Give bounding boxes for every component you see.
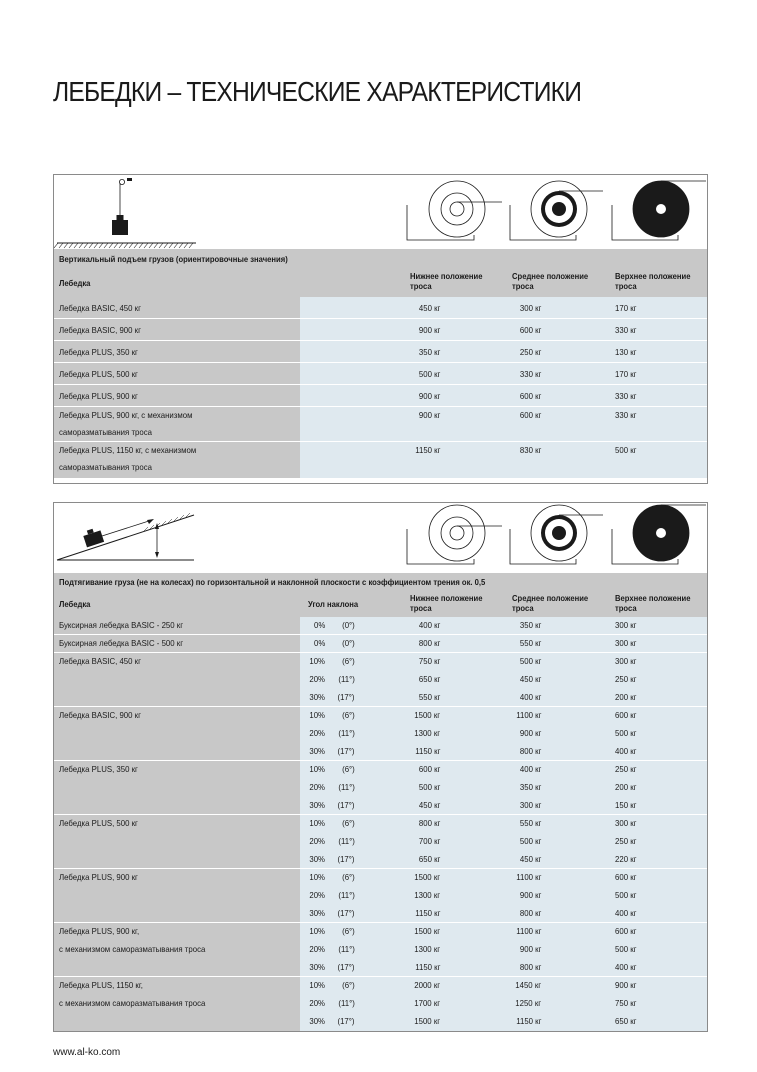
angle-degrees: (6°) bbox=[342, 818, 355, 828]
angle-degrees: (0°) bbox=[342, 620, 355, 630]
angle-degrees: (11°) bbox=[338, 674, 355, 684]
value-mid: 500 кг bbox=[519, 656, 541, 666]
value-cell-bg bbox=[300, 635, 707, 652]
angle-percent: 10% bbox=[309, 818, 325, 828]
value-mid: 1100 кг bbox=[515, 926, 541, 936]
angle-percent: 20% bbox=[309, 836, 325, 846]
winch-name: Лебедка BASIC, 900 кг bbox=[59, 710, 141, 720]
value-mid: 350 кг bbox=[519, 782, 541, 792]
value-mid: 1150 кг bbox=[515, 1016, 541, 1026]
value-low: 900 кг bbox=[418, 325, 440, 335]
value-cell-bg bbox=[300, 319, 707, 340]
value-cell-bg bbox=[300, 442, 707, 478]
value-low: 800 кг bbox=[418, 638, 440, 648]
angle-percent: 20% bbox=[309, 998, 325, 1008]
pulling-table-header bbox=[54, 573, 707, 617]
value-low: 450 кг bbox=[418, 800, 440, 810]
table-row bbox=[54, 341, 707, 363]
value-mid: 1450 кг bbox=[515, 980, 541, 990]
value-mid: 400 кг bbox=[519, 764, 541, 774]
col-angle: Угол наклона bbox=[308, 599, 359, 609]
pulling-rows bbox=[54, 617, 707, 1031]
angle-percent: 10% bbox=[309, 764, 325, 774]
angle-percent: 0% bbox=[313, 620, 325, 630]
value-cell-bg bbox=[300, 707, 707, 760]
value-cell-bg bbox=[300, 385, 707, 406]
table-row-group bbox=[54, 815, 707, 869]
page-title: ЛЕБЕДКИ – ТЕХНИЧЕСКИЕ ХАРАКТЕРИСТИКИ bbox=[53, 76, 582, 107]
value-top: 250 кг bbox=[615, 674, 637, 684]
table-row-group bbox=[54, 761, 707, 815]
value-mid: 600 кг bbox=[519, 325, 541, 335]
table-row bbox=[54, 385, 707, 407]
winch-name: саморазматывания троса bbox=[59, 462, 152, 472]
table-row bbox=[54, 297, 707, 319]
angle-degrees: (17°) bbox=[337, 800, 355, 810]
value-low: 550 кг bbox=[418, 692, 440, 702]
value-top: 250 кг bbox=[615, 764, 637, 774]
value-mid: 1100 кг bbox=[515, 710, 541, 720]
winch-name: Лебедка PLUS, 500 кг bbox=[59, 369, 138, 379]
value-mid: 1250 кг bbox=[515, 998, 541, 1008]
value-mid: 1100 кг bbox=[515, 872, 541, 882]
table-row-group bbox=[54, 869, 707, 923]
value-low: 650 кг bbox=[418, 854, 440, 864]
value-top: 250 кг bbox=[615, 836, 637, 846]
value-mid: 800 кг bbox=[519, 908, 541, 918]
value-top: 500 кг bbox=[615, 445, 637, 455]
value-top: 500 кг bbox=[615, 728, 637, 738]
value-top: 150 кг bbox=[615, 800, 637, 810]
value-low: 1700 кг bbox=[414, 998, 440, 1008]
angle-percent: 20% bbox=[309, 890, 325, 900]
value-top: 500 кг bbox=[615, 890, 637, 900]
angle-degrees: (11°) bbox=[338, 890, 355, 900]
angle-degrees: (11°) bbox=[338, 782, 355, 792]
winch-name: Лебедка PLUS, 900 кг bbox=[59, 391, 138, 401]
angle-percent: 30% bbox=[309, 854, 325, 864]
angle-percent: 10% bbox=[309, 926, 325, 936]
value-cell-bg bbox=[300, 617, 707, 634]
value-cell-bg bbox=[300, 653, 707, 706]
table-row-group bbox=[54, 977, 707, 1031]
value-mid: 400 кг bbox=[519, 692, 541, 702]
value-low: 1150 кг bbox=[414, 962, 440, 972]
value-mid: 900 кг bbox=[519, 890, 541, 900]
angle-percent: 10% bbox=[309, 872, 325, 882]
col-low: Нижнее положение троса bbox=[410, 271, 483, 291]
winch-name: Лебедка PLUS, 350 кг bbox=[59, 764, 138, 774]
winch-name: Лебедка PLUS, 500 кг bbox=[59, 818, 138, 828]
angle-degrees: (17°) bbox=[337, 746, 355, 756]
value-cell-bg bbox=[300, 407, 707, 441]
angle-degrees: (11°) bbox=[338, 836, 355, 846]
value-low: 1300 кг bbox=[414, 944, 440, 954]
value-low: 1150 кг bbox=[414, 908, 440, 918]
value-mid: 330 кг bbox=[519, 369, 541, 379]
value-low: 1150 кг bbox=[414, 746, 440, 756]
angle-percent: 30% bbox=[309, 1016, 325, 1026]
value-low: 1150 кг bbox=[414, 445, 440, 455]
value-cell-bg bbox=[300, 363, 707, 384]
value-low: 1500 кг bbox=[414, 710, 440, 720]
angle-degrees: (17°) bbox=[337, 962, 355, 972]
value-low: 900 кг bbox=[418, 410, 440, 420]
angle-percent: 10% bbox=[309, 656, 325, 666]
section-title-2: Подтягивание груза (не на колесах) по горизонтальной и наклонной плоскости с коэффициентом трения ок. 0,5 bbox=[59, 577, 486, 587]
col-low-2: Нижнее положение троса bbox=[410, 593, 483, 613]
col-top: Верхнее положение троса bbox=[615, 271, 691, 291]
value-top: 400 кг bbox=[615, 746, 637, 756]
angle-degrees: (6°) bbox=[342, 710, 355, 720]
value-top: 400 кг bbox=[615, 908, 637, 918]
angle-degrees: (6°) bbox=[342, 656, 355, 666]
value-low: 1500 кг bbox=[414, 872, 440, 882]
vertical-table-header bbox=[54, 249, 707, 297]
value-cell-bg bbox=[300, 923, 707, 976]
value-low: 900 кг bbox=[418, 391, 440, 401]
winch-name: Лебедка PLUS, 350 кг bbox=[59, 347, 138, 357]
winch-name: Лебедка PLUS, 1150 кг, с механизмом bbox=[59, 445, 197, 455]
value-top: 650 кг bbox=[615, 1016, 637, 1026]
value-low: 450 кг bbox=[418, 303, 440, 313]
table-row bbox=[54, 442, 707, 478]
angle-degrees: (0°) bbox=[342, 638, 355, 648]
value-low: 1300 кг bbox=[414, 728, 440, 738]
angle-percent: 30% bbox=[309, 800, 325, 810]
angle-percent: 30% bbox=[309, 908, 325, 918]
value-top: 170 кг bbox=[615, 303, 637, 313]
col-mid: Среднее положение троса bbox=[512, 271, 589, 291]
value-mid: 450 кг bbox=[519, 674, 541, 684]
angle-degrees: (6°) bbox=[342, 926, 355, 936]
angle-percent: 20% bbox=[309, 782, 325, 792]
angle-percent: 20% bbox=[309, 944, 325, 954]
value-mid: 300 кг bbox=[519, 800, 541, 810]
value-low: 2000 кг bbox=[414, 980, 440, 990]
angle-percent: 20% bbox=[309, 674, 325, 684]
table-row bbox=[54, 407, 707, 442]
rope-position-diagram-icon bbox=[54, 175, 709, 250]
value-mid: 550 кг bbox=[519, 638, 541, 648]
value-low: 500 кг bbox=[418, 369, 440, 379]
angle-degrees: (17°) bbox=[337, 692, 355, 702]
value-mid: 450 кг bbox=[519, 854, 541, 864]
value-mid: 300 кг bbox=[519, 303, 541, 313]
value-top: 300 кг bbox=[615, 656, 637, 666]
table-row-group bbox=[54, 617, 707, 635]
value-low: 350 кг bbox=[418, 347, 440, 357]
col-mid-2: Среднее положение троса bbox=[512, 593, 589, 613]
winch-name: саморазматывания троса bbox=[59, 427, 152, 437]
value-low: 800 кг bbox=[418, 818, 440, 828]
angle-degrees: (11°) bbox=[338, 998, 355, 1008]
value-low: 700 кг bbox=[418, 836, 440, 846]
value-top: 300 кг bbox=[615, 818, 637, 828]
winch-name: с механизмом саморазматывания троса bbox=[59, 944, 206, 954]
vertical-lifting-table bbox=[53, 174, 708, 484]
value-top: 300 кг bbox=[615, 638, 637, 648]
value-top: 500 кг bbox=[615, 944, 637, 954]
angle-percent: 20% bbox=[309, 728, 325, 738]
angle-percent: 30% bbox=[309, 962, 325, 972]
value-mid: 550 кг bbox=[519, 818, 541, 828]
value-top: 900 кг bbox=[615, 980, 637, 990]
winch-name: Лебедка BASIC, 900 кг bbox=[59, 325, 141, 335]
value-top: 330 кг bbox=[615, 410, 637, 420]
value-mid: 350 кг bbox=[519, 620, 541, 630]
value-low: 600 кг bbox=[418, 764, 440, 774]
value-top: 750 кг bbox=[615, 998, 637, 1008]
value-low: 650 кг bbox=[418, 674, 440, 684]
value-top: 300 кг bbox=[615, 620, 637, 630]
value-top: 600 кг bbox=[615, 926, 637, 936]
value-cell-bg bbox=[300, 341, 707, 362]
value-cell-bg bbox=[300, 297, 707, 318]
col-winch-2: Лебедка bbox=[59, 599, 91, 609]
angle-degrees: (17°) bbox=[337, 908, 355, 918]
angle-percent: 0% bbox=[313, 638, 325, 648]
angle-degrees: (17°) bbox=[337, 1016, 355, 1026]
value-mid: 800 кг bbox=[519, 746, 541, 756]
value-low: 500 кг bbox=[418, 782, 440, 792]
value-mid: 900 кг bbox=[519, 944, 541, 954]
angle-degrees: (11°) bbox=[338, 728, 355, 738]
value-cell-bg bbox=[300, 977, 707, 1031]
rope-position-diagram-icon-2 bbox=[54, 503, 709, 573]
footer-url: www.al-ko.com bbox=[53, 1047, 121, 1058]
value-mid: 500 кг bbox=[519, 836, 541, 846]
section-title: Вертикальный подъем грузов (ориентировочные значения) bbox=[59, 254, 288, 264]
value-mid: 800 кг bbox=[519, 962, 541, 972]
angle-percent: 30% bbox=[309, 746, 325, 756]
vertical-rows bbox=[54, 297, 707, 478]
table-row-group bbox=[54, 923, 707, 977]
winch-name: Лебедка BASIC, 450 кг bbox=[59, 303, 141, 313]
value-mid: 600 кг bbox=[519, 391, 541, 401]
winch-name: Лебедка PLUS, 900 кг, bbox=[59, 926, 140, 936]
value-low: 1300 кг bbox=[414, 890, 440, 900]
value-top: 600 кг bbox=[615, 710, 637, 720]
value-top: 330 кг bbox=[615, 391, 637, 401]
angle-degrees: (6°) bbox=[342, 980, 355, 990]
value-cell-bg bbox=[300, 761, 707, 814]
winch-name: Лебедка BASIC, 450 кг bbox=[59, 656, 141, 666]
table-row bbox=[54, 319, 707, 341]
value-top: 330 кг bbox=[615, 325, 637, 335]
angle-percent: 10% bbox=[309, 710, 325, 720]
value-top: 600 кг bbox=[615, 872, 637, 882]
value-low: 1500 кг bbox=[414, 926, 440, 936]
value-cell-bg bbox=[300, 869, 707, 922]
value-top: 400 кг bbox=[615, 962, 637, 972]
table-row-group bbox=[54, 707, 707, 761]
angle-percent: 30% bbox=[309, 692, 325, 702]
value-mid: 900 кг bbox=[519, 728, 541, 738]
value-low: 750 кг bbox=[418, 656, 440, 666]
winch-name: Буксирная лебедка BASIC - 500 кг bbox=[59, 638, 184, 648]
value-low: 400 кг bbox=[418, 620, 440, 630]
col-top-2: Верхнее положение троса bbox=[615, 593, 691, 613]
value-mid: 600 кг bbox=[519, 410, 541, 420]
pulling-table bbox=[53, 502, 708, 1032]
winch-name: Лебедка PLUS, 900 кг bbox=[59, 872, 138, 882]
winch-name: Лебедка PLUS, 1150 кг, bbox=[59, 980, 143, 990]
value-top: 200 кг bbox=[615, 782, 637, 792]
winch-name: Лебедка PLUS, 900 кг, с механизмом bbox=[59, 410, 193, 420]
angle-degrees: (11°) bbox=[338, 944, 355, 954]
value-top: 170 кг bbox=[615, 369, 637, 379]
value-mid: 250 кг bbox=[519, 347, 541, 357]
value-top: 130 кг bbox=[615, 347, 637, 357]
value-top: 200 кг bbox=[615, 692, 637, 702]
col-winch: Лебедка bbox=[59, 278, 91, 288]
table-row-group bbox=[54, 635, 707, 653]
value-low: 1500 кг bbox=[414, 1016, 440, 1026]
table-row bbox=[54, 363, 707, 385]
angle-degrees: (6°) bbox=[342, 872, 355, 882]
table-row-group bbox=[54, 653, 707, 707]
angle-percent: 10% bbox=[309, 980, 325, 990]
value-mid: 830 кг bbox=[519, 445, 541, 455]
value-cell-bg bbox=[300, 815, 707, 868]
winch-name: Буксирная лебедка BASIC - 250 кг bbox=[59, 620, 184, 630]
angle-degrees: (6°) bbox=[342, 764, 355, 774]
value-top: 220 кг bbox=[615, 854, 637, 864]
angle-degrees: (17°) bbox=[337, 854, 355, 864]
winch-name: с механизмом саморазматывания троса bbox=[59, 998, 206, 1008]
